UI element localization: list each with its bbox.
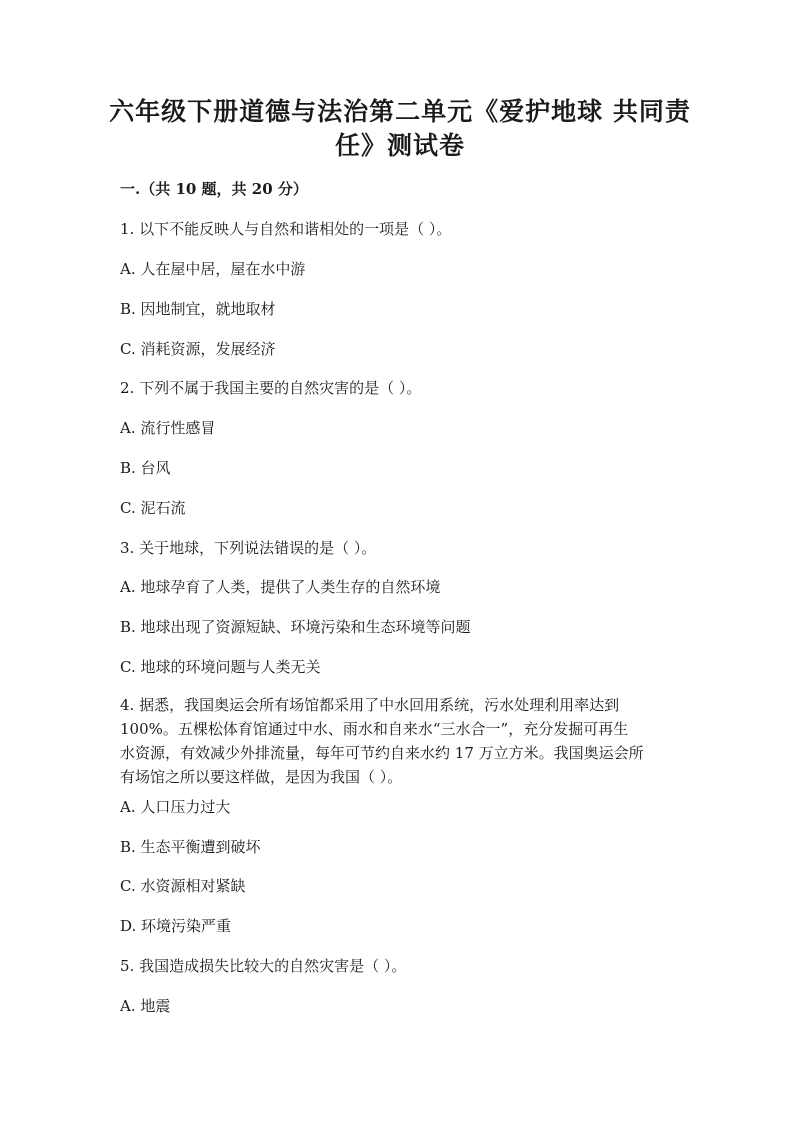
question-1-option-c: C. 消耗资源，发展经济 <box>120 340 276 358</box>
document-title <box>100 95 700 163</box>
question-4-stem-line-3: 水资源，有效减少外排流量，每年可节约自来水约 17 万立方米。我国奥运会所 <box>120 744 644 762</box>
question-3-option-c: C. 地球的环境问题与人类无关 <box>120 658 321 676</box>
question-2-stem: 2. 下列不属于我国主要的自然灾害的是（ ）。 <box>120 379 422 397</box>
question-4-option-b: B. 生态平衡遭到破坏 <box>120 838 261 856</box>
question-4-option-a: A. 人口压力过大 <box>120 798 231 816</box>
title-line-2: 任》测试卷 <box>334 131 465 160</box>
question-5-option-a: A. 地震 <box>120 997 171 1015</box>
section-header: 一.（共 10 题，共 20 分） <box>120 180 308 198</box>
question-3-option-b: B. 地球出现了资源短缺、环境污染和生态环境等问题 <box>120 618 471 636</box>
question-4-stem <box>120 693 690 789</box>
title-line-1: 六年级下册道德与法治第二单元《爱护地球 共同责 <box>109 97 691 126</box>
question-3-option-a: A. 地球孕育了人类，提供了人类生存的自然环境 <box>120 578 441 596</box>
question-1-option-b: B. 因地制宜，就地取材 <box>120 300 276 318</box>
question-4-stem-line-2: 100%。五棵松体育馆通过中水、雨水和自来水“三水合一”，充分发掘可再生 <box>120 720 629 738</box>
question-1-option-a: A. 人在屋中居，屋在水中游 <box>120 260 306 278</box>
question-4-option-d: D. 环境污染严重 <box>120 917 232 935</box>
question-4-stem-line-4: 有场馆之所以要这样做，是因为我国（ ）。 <box>120 768 403 786</box>
question-4-option-c: C. 水资源相对紧缺 <box>120 877 246 895</box>
question-4-stem-line-1: 4. 据悉，我国奥运会所有场馆都采用了中水回用系统，污水处理利用率达到 <box>120 696 620 714</box>
question-1-stem: 1. 以下不能反映人与自然和谐相处的一项是（ ）。 <box>120 220 452 238</box>
question-2-option-a: A. 流行性感冒 <box>120 419 216 437</box>
question-3-stem: 3. 关于地球，下列说法错误的是（ ）。 <box>120 539 377 557</box>
question-2-option-c: C. 泥石流 <box>120 499 186 517</box>
question-5-stem: 5. 我国造成损失比较大的自然灾害是（ ）。 <box>120 957 407 975</box>
question-2-option-b: B. 台风 <box>120 459 171 477</box>
